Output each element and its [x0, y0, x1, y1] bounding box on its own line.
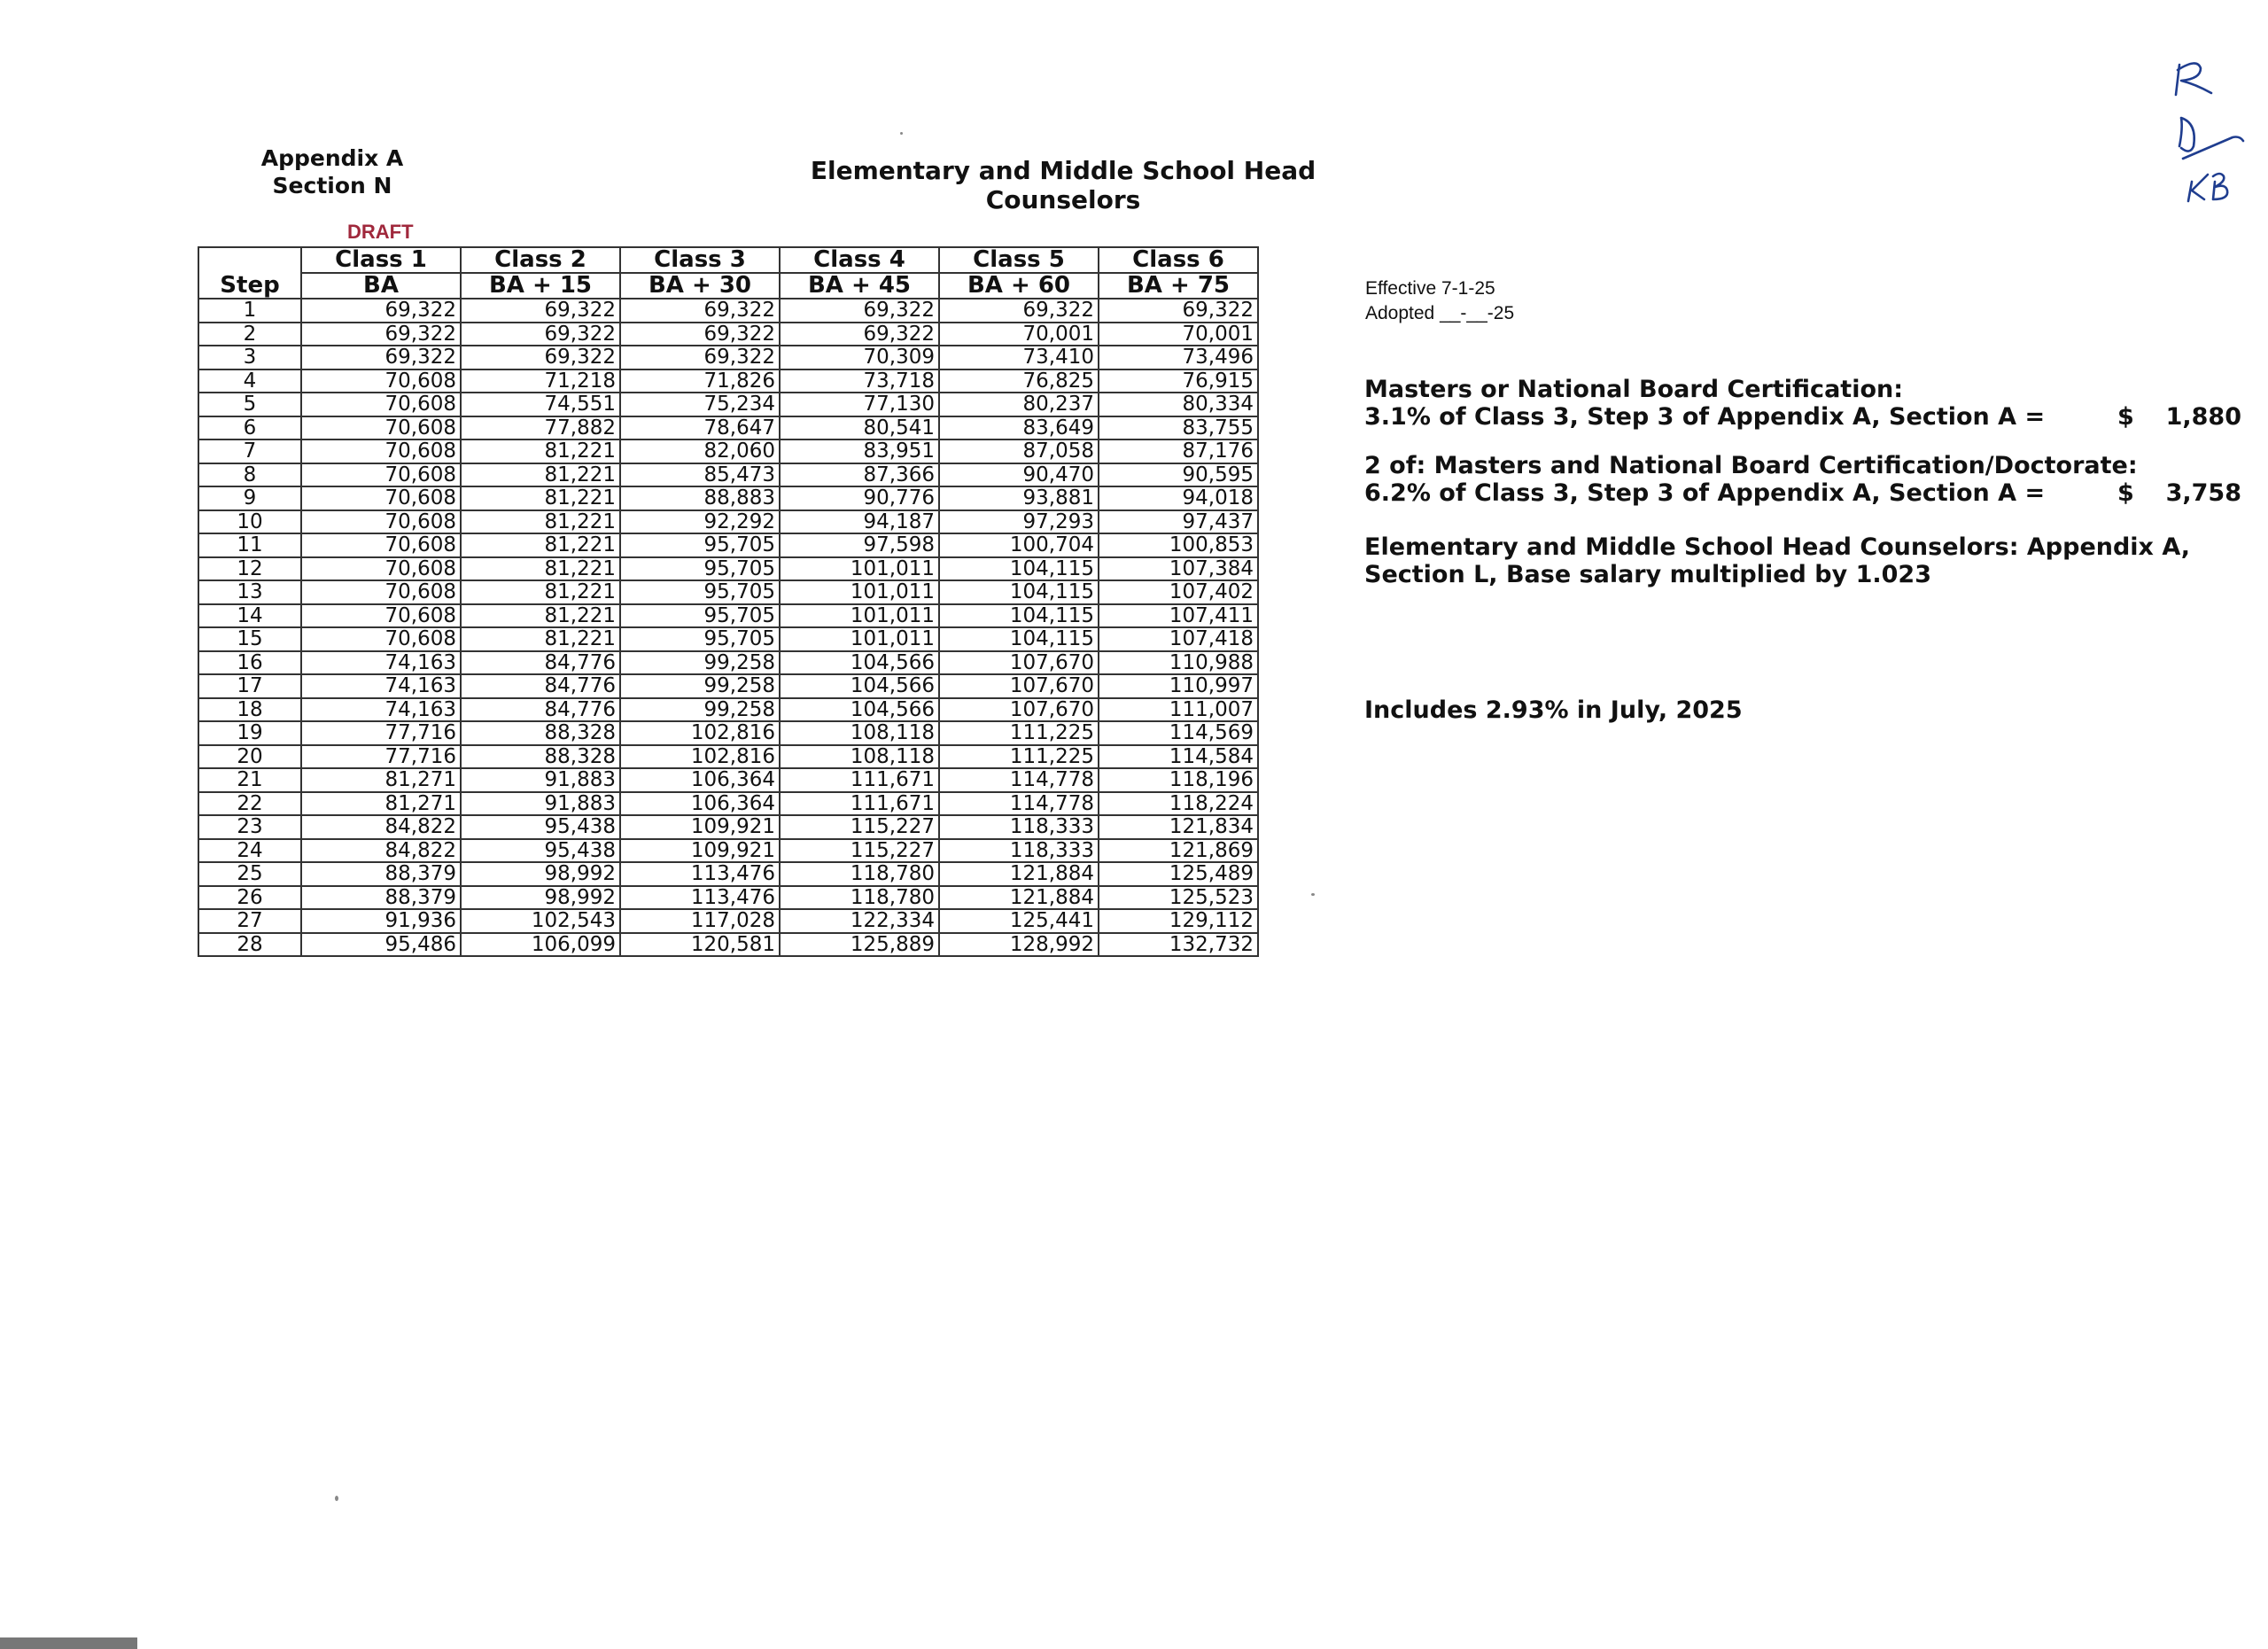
- salary-cell: 90,776: [780, 486, 939, 510]
- salary-cell: 110,997: [1099, 674, 1258, 698]
- salary-cell: 98,992: [461, 886, 620, 910]
- salary-cell: 73,496: [1099, 346, 1258, 369]
- step-cell: 16: [198, 651, 301, 675]
- salary-cell: 121,884: [939, 862, 1099, 886]
- salary-cell: 107,402: [1099, 580, 1258, 604]
- step-cell: 18: [198, 698, 301, 722]
- salary-cell: 121,869: [1099, 839, 1258, 863]
- step-cell: 25: [198, 862, 301, 886]
- handwritten-initials: [2162, 49, 2259, 204]
- salary-cell: 81,221: [461, 580, 620, 604]
- draft-label: DRAFT: [347, 221, 414, 243]
- table-row: [198, 416, 1258, 440]
- signature-stroke: [2179, 118, 2243, 159]
- section-line: Section N: [272, 173, 392, 198]
- salary-cell: 74,551: [461, 393, 620, 416]
- salary-cell: 69,322: [620, 299, 780, 323]
- salary-cell: 70,608: [301, 557, 461, 581]
- step-cell: 13: [198, 580, 301, 604]
- masters-stipend: [1364, 376, 2241, 431]
- table-row: [198, 463, 1258, 487]
- step-cell: 20: [198, 745, 301, 769]
- salary-cell: 91,883: [461, 768, 620, 792]
- step-cell: 19: [198, 721, 301, 745]
- step-cell: 28: [198, 933, 301, 957]
- masters-formula-line: [1364, 403, 2241, 431]
- salary-cell: 69,322: [301, 346, 461, 369]
- salary-cell: 80,541: [780, 416, 939, 440]
- salary-cell: 95,705: [620, 627, 780, 651]
- dual-cert-amount-group: [2117, 479, 2241, 507]
- appendix-label: [213, 144, 452, 199]
- salary-cell: 69,322: [620, 346, 780, 369]
- step-cell: 6: [198, 416, 301, 440]
- salary-cell: 81,271: [301, 768, 461, 792]
- currency-sign: $: [2117, 403, 2134, 431]
- salary-cell: 128,992: [939, 933, 1099, 957]
- salary-cell: 69,322: [780, 299, 939, 323]
- table-row: [198, 580, 1258, 604]
- table-row: [198, 651, 1258, 675]
- salary-cell: 94,187: [780, 510, 939, 534]
- salary-cell: 125,889: [780, 933, 939, 957]
- salary-cell: 73,410: [939, 346, 1099, 369]
- salary-cell: 70,608: [301, 439, 461, 463]
- salary-cell: 104,115: [939, 557, 1099, 581]
- salary-cell: 70,608: [301, 463, 461, 487]
- salary-cell: 115,227: [780, 815, 939, 839]
- salary-cell: 113,476: [620, 886, 780, 910]
- salary-cell: 70,608: [301, 627, 461, 651]
- salary-cell: 107,411: [1099, 604, 1258, 628]
- salary-cell: 81,221: [461, 510, 620, 534]
- salary-cell: 111,225: [939, 721, 1099, 745]
- salary-cell: 117,028: [620, 909, 780, 933]
- table-row: [198, 627, 1258, 651]
- salary-cell: 114,584: [1099, 745, 1258, 769]
- signature-stroke: [2176, 63, 2211, 95]
- step-cell: 3: [198, 346, 301, 369]
- salary-cell: 118,780: [780, 862, 939, 886]
- effective-date: Effective 7-1-25: [1365, 278, 1495, 299]
- class-header: Class 5: [939, 247, 1099, 273]
- salary-cell: 80,237: [939, 393, 1099, 416]
- effective-block: [1365, 276, 1514, 326]
- salary-cell: 99,258: [620, 698, 780, 722]
- salary-cell: 129,112: [1099, 909, 1258, 933]
- salary-cell: 84,776: [461, 698, 620, 722]
- salary-cell: 99,258: [620, 674, 780, 698]
- salary-cell: 91,936: [301, 909, 461, 933]
- salary-cell: 82,060: [620, 439, 780, 463]
- salary-cell: 118,196: [1099, 768, 1258, 792]
- salary-cell: 113,476: [620, 862, 780, 886]
- salary-cell: 107,418: [1099, 627, 1258, 651]
- step-cell: 23: [198, 815, 301, 839]
- salary-cell: 75,234: [620, 393, 780, 416]
- dual-cert-amount: 3,758: [2165, 479, 2241, 507]
- step-cell: 21: [198, 768, 301, 792]
- appendix-line: Appendix A: [260, 145, 404, 171]
- salary-cell: 81,221: [461, 463, 620, 487]
- salary-cell: 70,608: [301, 416, 461, 440]
- scan-speck: [1311, 893, 1315, 896]
- salary-cell: 90,470: [939, 463, 1099, 487]
- dual-cert-formula: 6.2% of Class 3, Step 3 of Appendix A, Section A =: [1364, 479, 2046, 507]
- salary-cell: 102,543: [461, 909, 620, 933]
- salary-cell: 98,992: [461, 862, 620, 886]
- step-cell: 9: [198, 486, 301, 510]
- salary-cell: 108,118: [780, 745, 939, 769]
- salary-cell: 114,569: [1099, 721, 1258, 745]
- salary-cell: 69,322: [461, 346, 620, 369]
- class-header: Class 3: [620, 247, 780, 273]
- salary-cell: 93,881: [939, 486, 1099, 510]
- salary-cell: 118,224: [1099, 792, 1258, 816]
- table-row: [198, 510, 1258, 534]
- level-header-row: [198, 273, 1258, 299]
- salary-cell: 95,438: [461, 815, 620, 839]
- salary-cell: 95,486: [301, 933, 461, 957]
- salary-cell: 87,058: [939, 439, 1099, 463]
- step-cell: 7: [198, 439, 301, 463]
- salary-cell: 84,822: [301, 839, 461, 863]
- step-cell: 22: [198, 792, 301, 816]
- salary-cell: 99,258: [620, 651, 780, 675]
- salary-cell: 106,364: [620, 792, 780, 816]
- salary-cell: 81,221: [461, 604, 620, 628]
- table-row: [198, 698, 1258, 722]
- scan-speck: [335, 1496, 338, 1501]
- salary-cell: 88,328: [461, 721, 620, 745]
- salary-cell: 70,608: [301, 393, 461, 416]
- table-row: [198, 393, 1258, 416]
- salary-cell: 84,822: [301, 815, 461, 839]
- salary-cell: 121,884: [939, 886, 1099, 910]
- salary-cell: 110,988: [1099, 651, 1258, 675]
- salary-cell: 88,883: [620, 486, 780, 510]
- level-header: BA + 45: [780, 273, 939, 299]
- salary-cell: 120,581: [620, 933, 780, 957]
- salary-cell: 125,489: [1099, 862, 1258, 886]
- class-header: Class 1: [301, 247, 461, 273]
- class-header: Class 6: [1099, 247, 1258, 273]
- dual-cert-heading: 2 of: Masters and National Board Certification/Doctorate:: [1364, 452, 2138, 479]
- table-row: [198, 886, 1258, 910]
- salary-cell: 107,670: [939, 651, 1099, 675]
- dual-cert-formula-line: [1364, 479, 2241, 507]
- table-row: [198, 557, 1258, 581]
- class-header: Class 4: [780, 247, 939, 273]
- salary-cell: 114,778: [939, 768, 1099, 792]
- salary-cell: 111,225: [939, 745, 1099, 769]
- salary-cell: 101,011: [780, 604, 939, 628]
- table-row: [198, 369, 1258, 393]
- salary-cell: 102,816: [620, 745, 780, 769]
- step-header: Step: [198, 273, 301, 299]
- salary-cell: 132,732: [1099, 933, 1258, 957]
- level-header: BA: [301, 273, 461, 299]
- salary-cell: 94,018: [1099, 486, 1258, 510]
- salary-table: [198, 246, 1259, 957]
- salary-cell: 70,608: [301, 486, 461, 510]
- level-header: BA + 60: [939, 273, 1099, 299]
- table-row: [198, 604, 1258, 628]
- table-row: [198, 439, 1258, 463]
- salary-cell: 69,322: [301, 299, 461, 323]
- salary-cell: 125,441: [939, 909, 1099, 933]
- table-row: [198, 909, 1258, 933]
- salary-cell: 83,755: [1099, 416, 1258, 440]
- salary-cell: 81,221: [461, 557, 620, 581]
- salary-cell: 104,566: [780, 674, 939, 698]
- salary-cell: 70,309: [780, 346, 939, 369]
- signature-stroke: [2188, 174, 2227, 201]
- adopted-date: Adopted __-__-25: [1365, 303, 1515, 323]
- salary-cell: 118,780: [780, 886, 939, 910]
- masters-formula: 3.1% of Class 3, Step 3 of Appendix A, Section A =: [1364, 403, 2046, 431]
- salary-cell: 70,608: [301, 510, 461, 534]
- salary-cell: 104,566: [780, 698, 939, 722]
- salary-cell: 74,163: [301, 674, 461, 698]
- table-row: [198, 862, 1258, 886]
- salary-cell: 91,883: [461, 792, 620, 816]
- salary-cell: 69,322: [461, 323, 620, 346]
- table-row: [198, 745, 1258, 769]
- table-row: [198, 486, 1258, 510]
- salary-cell: 69,322: [301, 323, 461, 346]
- salary-cell: 70,608: [301, 533, 461, 557]
- salary-cell: 81,271: [301, 792, 461, 816]
- salary-cell: 70,001: [1099, 323, 1258, 346]
- salary-cell: 97,598: [780, 533, 939, 557]
- salary-cell: 115,227: [780, 839, 939, 863]
- salary-cell: 111,007: [1099, 698, 1258, 722]
- salary-cell: 87,176: [1099, 439, 1258, 463]
- salary-cell: 106,364: [620, 768, 780, 792]
- salary-cell: 109,921: [620, 839, 780, 863]
- masters-heading: Masters or National Board Certification:: [1364, 376, 1904, 403]
- salary-cell: 107,670: [939, 698, 1099, 722]
- level-header: BA + 75: [1099, 273, 1258, 299]
- blank-header-cell: [198, 247, 301, 273]
- salary-cell: 90,595: [1099, 463, 1258, 487]
- salary-cell: 88,328: [461, 745, 620, 769]
- salary-cell: 76,825: [939, 369, 1099, 393]
- salary-cell: 104,115: [939, 580, 1099, 604]
- salary-cell: 95,705: [620, 604, 780, 628]
- step-cell: 8: [198, 463, 301, 487]
- salary-cell: 106,099: [461, 933, 620, 957]
- salary-cell: 111,671: [780, 768, 939, 792]
- table-row: [198, 933, 1258, 957]
- salary-cell: 109,921: [620, 815, 780, 839]
- salary-cell: 100,853: [1099, 533, 1258, 557]
- dual-cert-stipend: [1364, 452, 2241, 507]
- salary-cell: 70,001: [939, 323, 1099, 346]
- table-row: [198, 674, 1258, 698]
- step-cell: 15: [198, 627, 301, 651]
- salary-cell: 73,718: [780, 369, 939, 393]
- salary-cell: 95,705: [620, 580, 780, 604]
- class-header-row: [198, 247, 1258, 273]
- salary-cell: 97,293: [939, 510, 1099, 534]
- salary-cell: 118,333: [939, 839, 1099, 863]
- table-row: [198, 839, 1258, 863]
- salary-cell: 81,221: [461, 439, 620, 463]
- salary-cell: 70,608: [301, 604, 461, 628]
- salary-cell: 100,704: [939, 533, 1099, 557]
- salary-cell: 78,647: [620, 416, 780, 440]
- salary-cell: 97,437: [1099, 510, 1258, 534]
- salary-cell: 102,816: [620, 721, 780, 745]
- class-header: Class 2: [461, 247, 620, 273]
- table-row: [198, 721, 1258, 745]
- table-row: [198, 323, 1258, 346]
- salary-cell: 81,221: [461, 486, 620, 510]
- salary-cell: 95,705: [620, 557, 780, 581]
- salary-cell: 122,334: [780, 909, 939, 933]
- salary-cell: 69,322: [461, 299, 620, 323]
- salary-cell: 108,118: [780, 721, 939, 745]
- table-row: [198, 299, 1258, 323]
- step-cell: 27: [198, 909, 301, 933]
- salary-cell: 70,608: [301, 580, 461, 604]
- salary-cell: 69,322: [620, 323, 780, 346]
- salary-cell: 84,776: [461, 674, 620, 698]
- step-cell: 14: [198, 604, 301, 628]
- salary-cell: 111,671: [780, 792, 939, 816]
- salary-cell: 74,163: [301, 698, 461, 722]
- salary-cell: 101,011: [780, 557, 939, 581]
- salary-cell: 85,473: [620, 463, 780, 487]
- step-cell: 12: [198, 557, 301, 581]
- salary-cell: 87,366: [780, 463, 939, 487]
- salary-cell: 81,221: [461, 533, 620, 557]
- salary-cell: 69,322: [780, 323, 939, 346]
- step-cell: 10: [198, 510, 301, 534]
- step-cell: 2: [198, 323, 301, 346]
- table-row: [198, 815, 1258, 839]
- salary-cell: 107,384: [1099, 557, 1258, 581]
- salary-cell: 101,011: [780, 580, 939, 604]
- masters-amount-group: [2117, 403, 2241, 431]
- salary-cell: 95,438: [461, 839, 620, 863]
- salary-cell: 70,608: [301, 369, 461, 393]
- salary-cell: 77,716: [301, 721, 461, 745]
- salary-cell: 71,826: [620, 369, 780, 393]
- salary-cell: 101,011: [780, 627, 939, 651]
- salary-cell: 81,221: [461, 627, 620, 651]
- table-row: [198, 768, 1258, 792]
- salary-cell: 83,649: [939, 416, 1099, 440]
- step-cell: 26: [198, 886, 301, 910]
- currency-sign: $: [2117, 479, 2134, 507]
- salary-cell: 80,334: [1099, 393, 1258, 416]
- level-header: BA + 15: [461, 273, 620, 299]
- salary-cell: 83,951: [780, 439, 939, 463]
- scan-speck: [900, 132, 903, 135]
- salary-cell: 76,915: [1099, 369, 1258, 393]
- masters-amount: 1,880: [2165, 403, 2241, 431]
- salary-cell: 74,163: [301, 651, 461, 675]
- salary-cell: 69,322: [1099, 299, 1258, 323]
- scan-edge: [0, 1637, 137, 1649]
- salary-cell: 71,218: [461, 369, 620, 393]
- salary-cell: 88,379: [301, 886, 461, 910]
- salary-cell: 77,130: [780, 393, 939, 416]
- salary-cell: 92,292: [620, 510, 780, 534]
- salary-cell: 84,776: [461, 651, 620, 675]
- page-title: Elementary and Middle School Head Counselors: [810, 156, 1317, 214]
- base-salary-rule: Elementary and Middle School Head Counselors: Appendix A, Section L, Base salary multiplied by 1.023: [1364, 533, 2191, 588]
- table-body: [198, 299, 1258, 956]
- salary-cell: 121,834: [1099, 815, 1258, 839]
- salary-cell: 114,778: [939, 792, 1099, 816]
- salary-cell: 77,716: [301, 745, 461, 769]
- step-cell: 4: [198, 369, 301, 393]
- salary-cell: 125,523: [1099, 886, 1258, 910]
- salary-cell: 104,115: [939, 627, 1099, 651]
- table-row: [198, 346, 1258, 369]
- salary-cell: 104,566: [780, 651, 939, 675]
- salary-cell: 77,882: [461, 416, 620, 440]
- salary-cell: 69,322: [939, 299, 1099, 323]
- salary-cell: 104,115: [939, 604, 1099, 628]
- step-cell: 17: [198, 674, 301, 698]
- table-row: [198, 533, 1258, 557]
- step-cell: 1: [198, 299, 301, 323]
- salary-cell: 118,333: [939, 815, 1099, 839]
- salary-cell: 95,705: [620, 533, 780, 557]
- step-cell: 24: [198, 839, 301, 863]
- table-row: [198, 792, 1258, 816]
- salary-cell: 107,670: [939, 674, 1099, 698]
- level-header: BA + 30: [620, 273, 780, 299]
- step-cell: 5: [198, 393, 301, 416]
- salary-cell: 88,379: [301, 862, 461, 886]
- step-cell: 11: [198, 533, 301, 557]
- increase-note: Includes 2.93% in July, 2025: [1364, 696, 1743, 724]
